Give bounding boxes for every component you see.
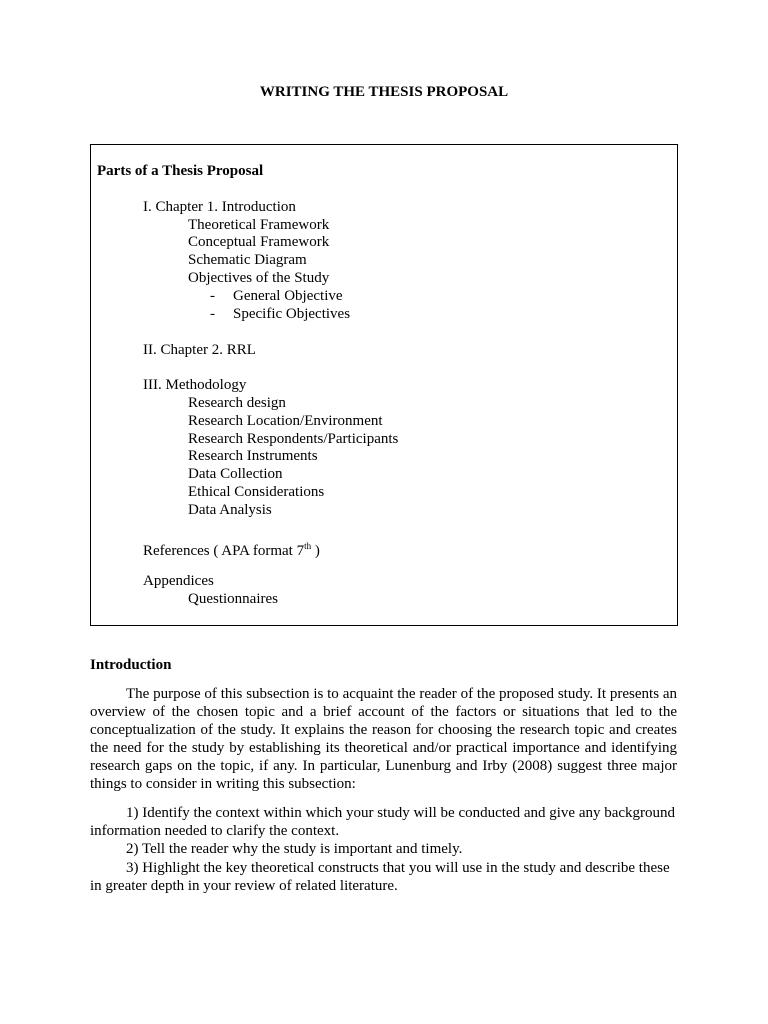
list-item: Data Analysis <box>188 502 272 518</box>
dash-bullet: - <box>210 306 215 322</box>
list-item: Research Instruments <box>188 448 318 464</box>
box-heading: Parts of a Thesis Proposal <box>97 163 264 179</box>
list-item: Ethical Considerations <box>188 484 325 500</box>
list-item: Specific Objectives <box>233 306 351 322</box>
list-item: Research design <box>188 395 286 411</box>
intro-paragraph: The purpose of this subsection is to acquaint the reader of the proposed study. It presents an overview of the chosen topic and a brief account of the factors or situations that led to the conceptualization of the study. It explains the reason for choosing the research topic and creates the need for the study by establishing its theoretical and/or practical importance and identifying research gaps on the topic, if any. In particular, Lunenburg and Irby (2008) suggest three major things to consider in writing this subsection: <box>90 686 677 792</box>
chapter3-label: III. Methodology <box>143 377 247 393</box>
numbered-item: 3) Highlight the key theoretical constructs that you will use in the study and describe these in greater depth in your review of related literature. <box>90 860 670 894</box>
list-item: General Objective <box>233 288 343 304</box>
list-item: Theoretical Framework <box>188 217 330 233</box>
section-heading: Introduction <box>90 657 172 673</box>
list-item: Research Respondents/Participants <box>188 431 399 447</box>
list-item: Data Collection <box>188 466 283 482</box>
chapter2-label: II. Chapter 2. RRL <box>143 342 256 358</box>
appendices-label: Appendices <box>143 573 214 589</box>
chapter1-label: I. Chapter 1. Introduction <box>143 199 296 215</box>
dash-bullet: - <box>210 288 215 304</box>
list-item: Research Location/Environment <box>188 413 383 429</box>
list-item: Objectives of the Study <box>188 270 330 286</box>
list-item: Conceptual Framework <box>188 234 330 250</box>
references-label: References ( APA format 7th ) <box>143 541 320 559</box>
list-item: Questionnaires <box>188 591 278 607</box>
numbered-item: 2) Tell the reader why the study is important and timely. <box>126 841 463 857</box>
numbered-item: 1) Identify the context within which your study will be conducted and give any background information needed to clarify the context. <box>90 805 676 839</box>
list-item: Schematic Diagram <box>188 252 307 268</box>
page-title: WRITING THE THESIS PROPOSAL <box>259 84 509 100</box>
